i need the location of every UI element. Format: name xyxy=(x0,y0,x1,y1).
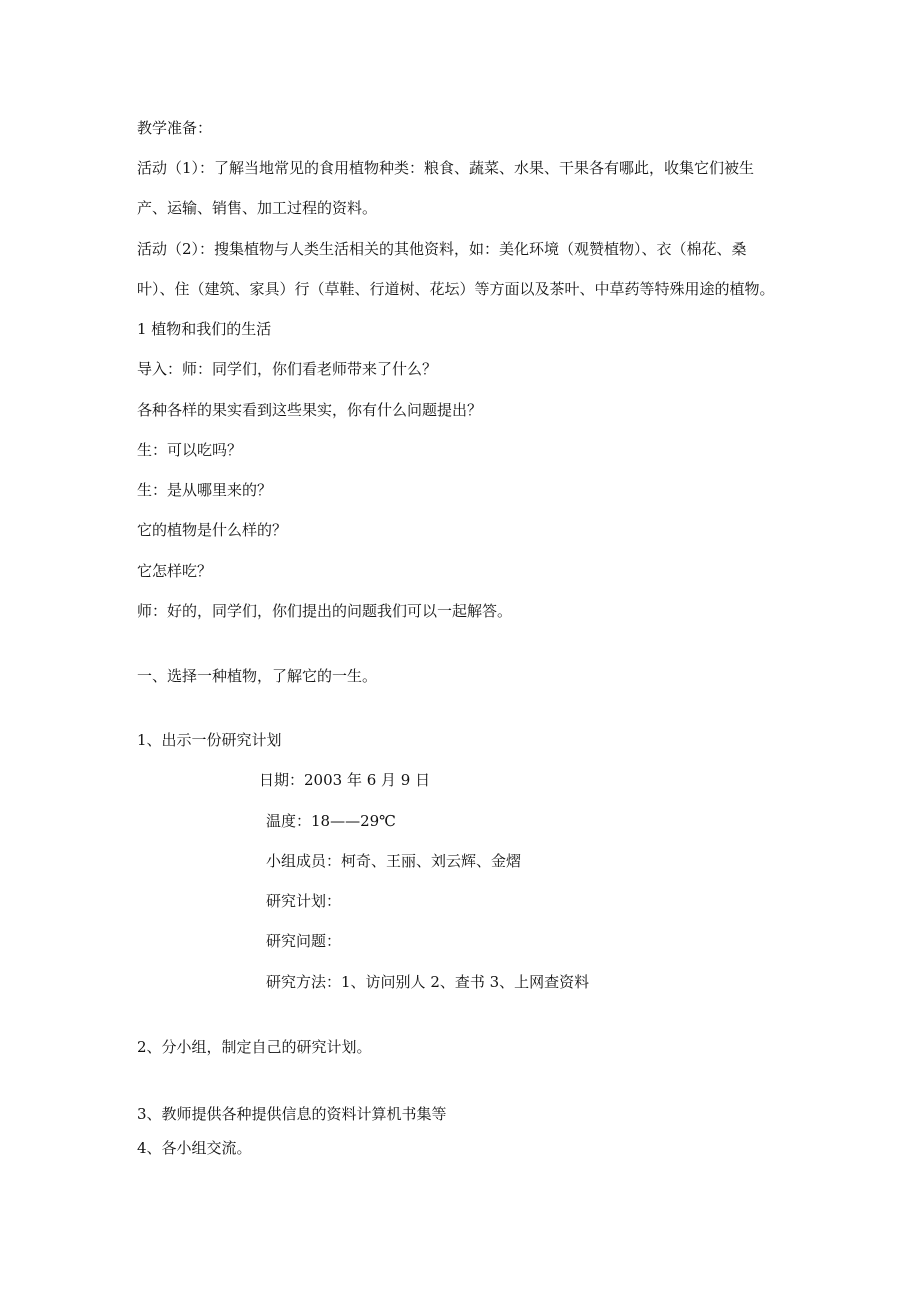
plan-temperature: 温度：18——29℃ xyxy=(266,812,396,830)
step-2: 2、分小组，制定自己的研究计划。 xyxy=(137,1038,372,1056)
activity1-line2: 产、运输、销售、加工过程的资料。 xyxy=(137,199,378,217)
lesson-title: 1 植物和我们的生活 xyxy=(137,320,272,338)
plan-members: 小组成员：柯奇、王丽、刘云辉、金熠 xyxy=(266,852,522,870)
activity1-line1: 活动（1）：了解当地常见的食用植物种类：粮食、蔬菜、水果、干果各有哪此，收集它们被生 xyxy=(137,159,755,177)
activity2-line2: 叶）、住（建筑、家具）行（草鞋、行道树、花坛）等方面以及茶叶、中草药等特殊用途的植物。 xyxy=(137,280,775,298)
plan-plan: 研究计划： xyxy=(266,892,342,910)
plan-methods: 研究方法：1、访问别人 2、查书 3、上网查资料 xyxy=(266,973,590,991)
step-1: 1、出示一份研究计划 xyxy=(137,731,282,749)
step-3: 3、教师提供各种提供信息的资料计算机书集等 xyxy=(137,1105,447,1123)
intro-line: 导入：师：同学们，你们看老师带来了什么？ xyxy=(137,360,438,378)
plan-date: 日期：2003 年 6 月 9 日 xyxy=(259,771,431,789)
student-question-1: 生：可以吃吗？ xyxy=(137,441,243,459)
section-heading-1: 一、选择一种植物，了解它的一生。 xyxy=(137,667,378,685)
activity2-line1: 活动（2）：搜集植物与人类生活相关的其他资料，如：美化环境（观赞植物）、衣（棉花、桑 xyxy=(137,240,747,258)
prep-heading: 教学准备： xyxy=(137,119,213,137)
plan-question: 研究问题： xyxy=(266,932,342,950)
eat-question: 它怎样吃？ xyxy=(137,562,213,580)
plant-question: 它的植物是什么样的？ xyxy=(137,521,288,539)
student-question-2: 生：是从哪里来的？ xyxy=(137,481,273,499)
teacher-reply: 师：好的，同学们，你们提出的问题我们可以一起解答。 xyxy=(137,602,513,620)
step-4: 4、各小组交流。 xyxy=(137,1139,252,1157)
fruit-question: 各种各样的果实看到这些果实，你有什么问题提出？ xyxy=(137,401,483,419)
